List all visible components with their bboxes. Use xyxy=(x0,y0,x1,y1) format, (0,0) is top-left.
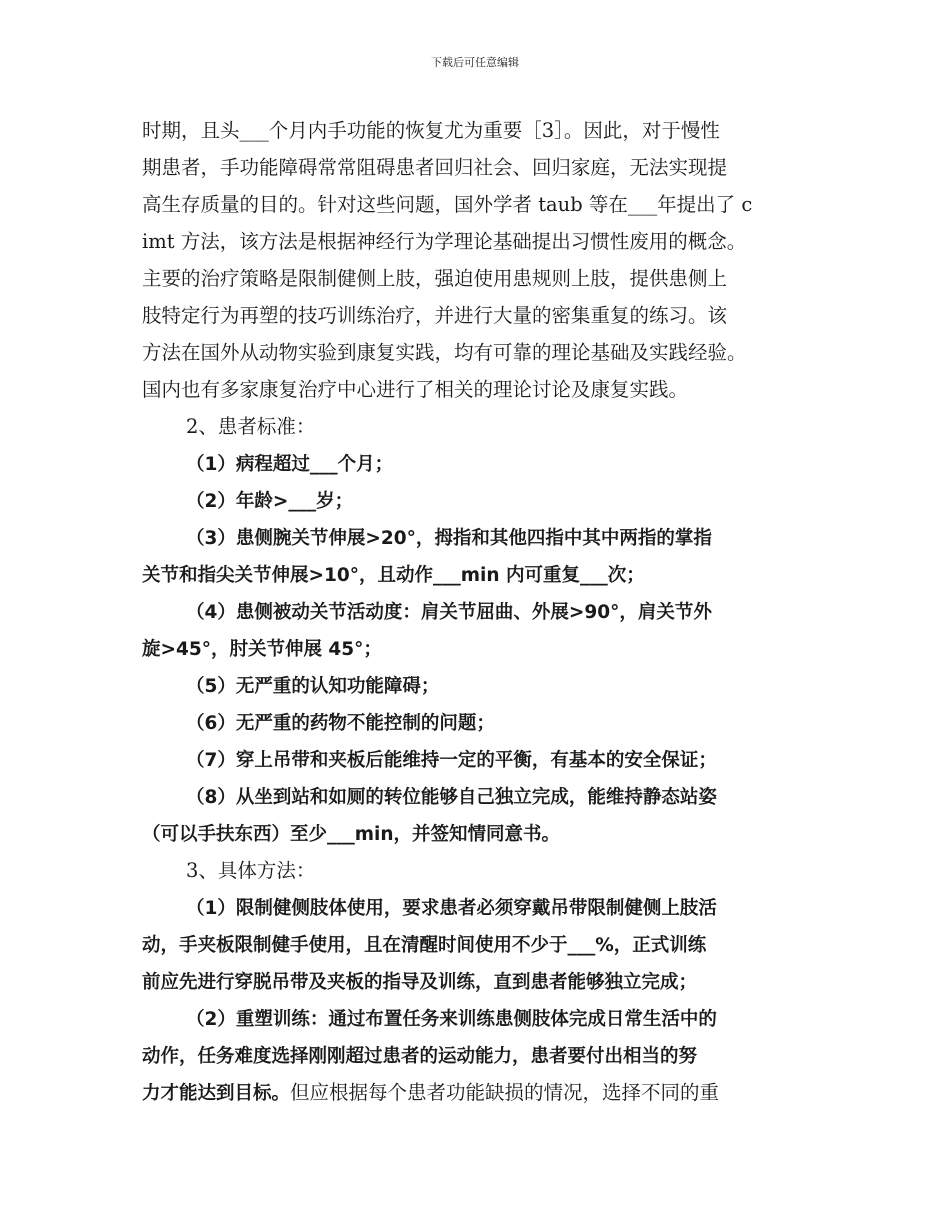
text-line-content: （3）患侧腕关节伸展>20°，拇指和其他四指中其中两指的掌指 xyxy=(186,528,712,549)
text-line-content: 前应先进行穿脱吊带及夹板的指导及训练，直到患者能够独立完成； xyxy=(142,972,698,993)
text-line xyxy=(142,1000,832,1037)
text-line xyxy=(142,926,832,963)
text-line xyxy=(142,630,832,667)
text-line xyxy=(142,408,832,445)
text-line xyxy=(142,852,832,889)
text-line xyxy=(142,297,832,334)
text-line-content: （5）无严重的认知功能障碍； xyxy=(186,676,440,697)
text-line-content: （2）重塑训练：通过布置任务来训练患侧肢体完成日常生活中的 xyxy=(186,1009,717,1030)
text-line-content: 肢特定行为再塑的技巧训练治疗，并进行大量的密集重复的练习。该 xyxy=(142,304,728,327)
text-line xyxy=(142,889,832,926)
text-line-content: （7）穿上吊带和夹板后能维持一定的平衡，有基本的安全保证； xyxy=(186,750,717,771)
text-line xyxy=(142,593,832,630)
text-line xyxy=(142,186,832,223)
text-line xyxy=(142,778,832,815)
text-line xyxy=(142,741,832,778)
text-line-content: （2）年龄>___岁； xyxy=(186,491,354,512)
text-line xyxy=(142,334,832,371)
text-line-content: （可以手扶东西）至少___min，并签知情同意书。 xyxy=(142,824,561,845)
text-line xyxy=(142,815,832,852)
text-line-content: 动，手夹板限制健手使用，且在清醒时间使用不少于___%，正式训练 xyxy=(142,935,707,956)
text-line-content: imt 方法，该方法是根据神经行为学理论基础提出习惯性废用的概念。 xyxy=(142,230,747,253)
text-line-content: 力才能达到目标。 xyxy=(142,1083,291,1104)
text-line xyxy=(142,556,832,593)
text-line xyxy=(142,260,832,297)
text-line xyxy=(142,482,832,519)
text-line-content: （1）病程超过___个月； xyxy=(186,454,394,475)
text-line xyxy=(142,371,832,408)
text-line-content: 3、具体方法： xyxy=(186,859,316,882)
text-line-content: 旋>45°，肘关节伸展 45°； xyxy=(142,639,382,660)
text-line-content: （6）无严重的药物不能控制的问题； xyxy=(186,713,495,734)
text-line xyxy=(142,445,832,482)
text-line-content: （8）从坐到站和如厕的转位能够自己独立完成，能维持静态站姿 xyxy=(186,787,717,808)
page-header: 下载后可任意编辑 xyxy=(431,56,519,69)
text-line-content: 方法在国外从动物实验到康复实践，均有可靠的理论基础及实践经验。 xyxy=(142,341,747,364)
text-line xyxy=(142,1074,832,1111)
text-line-content: （4）患侧被动关节活动度：肩关节屈曲、外展>90°，肩关节外 xyxy=(186,602,712,623)
text-line-content: （1）限制健侧肢体使用，要求患者必须穿戴吊带限制健侧上肢活 xyxy=(186,898,717,919)
text-line xyxy=(142,149,832,186)
document-body xyxy=(142,112,832,1111)
text-line xyxy=(142,963,832,1000)
text-line xyxy=(142,223,832,260)
text-line-content: 2、患者标准： xyxy=(186,415,316,438)
text-line-content: 主要的治疗策略是限制健侧上肢，强迫使用患规则上肢，提供患侧上 xyxy=(142,267,728,290)
text-line xyxy=(142,704,832,741)
text-line-content: 高生存质量的目的。针对这些问题，国外学者 taub 等在___年提出了 c xyxy=(142,193,753,216)
text-line-content: 关节和指尖关节伸展>10°，且动作___min 内可重复___次； xyxy=(142,565,645,586)
text-line-content: 动作，任务难度选择刚刚超过患者的运动能力，患者要付出相当的努 xyxy=(142,1046,698,1067)
text-line xyxy=(142,1037,832,1074)
text-line xyxy=(142,667,832,704)
text-line xyxy=(142,519,832,556)
text-line-content: 时期，且头___个月内手功能的恢复尤为重要［3］。因此，对于慢性 xyxy=(142,119,720,142)
text-line-content: 期患者，手功能障碍常常阻碍患者回归社会、回归家庭，无法实现提 xyxy=(142,156,728,179)
text-line-suffix: 但应根据每个患者功能缺损的情况，选择不同的重 xyxy=(290,1081,720,1104)
text-line xyxy=(142,112,832,149)
text-line-content: 国内也有多家康复治疗中心进行了相关的理论讨论及康复实践。 xyxy=(142,378,689,401)
